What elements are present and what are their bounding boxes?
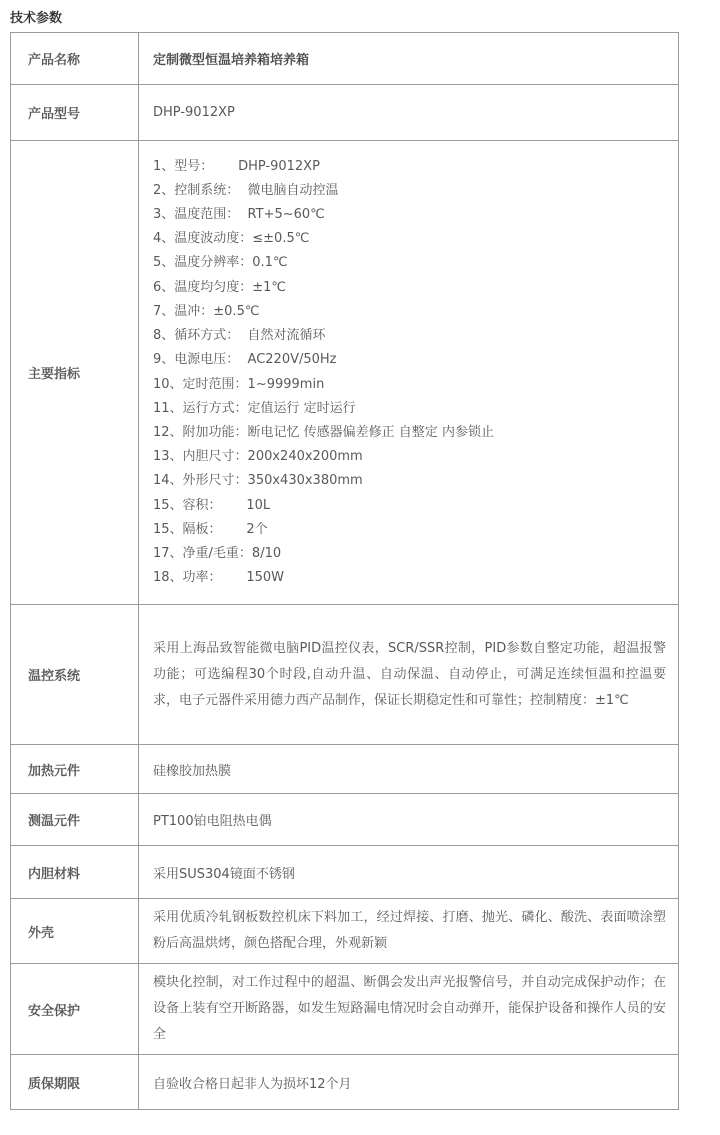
row-value: DHP-9012XP bbox=[139, 85, 679, 141]
row-value: 自验收合格日起非人为损坏12个月 bbox=[139, 1055, 679, 1110]
spec-line: 1、型号： DHP-9012XP bbox=[153, 158, 320, 174]
row-label: 温控系统 bbox=[11, 605, 139, 745]
spec-line: 18、功率： 150W bbox=[153, 570, 285, 586]
table-row-shell bbox=[11, 899, 679, 964]
spec-line-list bbox=[153, 153, 666, 593]
spec-line: 11、运行方式：定值运行 定时运行 bbox=[153, 400, 356, 416]
spec-line: 5、温度分辨率：0.1℃ bbox=[153, 255, 288, 271]
spec-table bbox=[10, 32, 679, 1110]
spec-line: 8、循环方式： 自然对流循环 bbox=[153, 328, 326, 344]
page-title: 技术参数 bbox=[10, 11, 63, 26]
table-row-liner-material bbox=[11, 846, 679, 899]
spec-line: 15、隔板： 2个 bbox=[153, 521, 268, 537]
spec-line: 15、容积： 10L bbox=[153, 497, 271, 513]
row-label: 加热元件 bbox=[11, 745, 139, 794]
row-label: 产品型号 bbox=[11, 85, 139, 141]
spec-line: 12、附加功能：断电记忆 传感器偏差修正 自整定 内参锁止 bbox=[153, 424, 494, 440]
row-value: 硅橡胶加热膜 bbox=[139, 745, 679, 794]
spec-line: 2、控制系统： 微电脑自动控温 bbox=[153, 182, 339, 198]
row-label: 内胆材料 bbox=[11, 846, 139, 899]
spec-line: 17、净重/毛重：8/10 bbox=[153, 545, 282, 561]
spec-line: 3、温度范围： RT+5~60℃ bbox=[153, 207, 325, 223]
row-value: 定制微型恒温培养箱培养箱 bbox=[139, 33, 679, 85]
row-value bbox=[139, 141, 679, 605]
row-value: 模块化控制，对工作过程中的超温、断偶会发出声光报警信号，并自动完成保护动作；在设备上装有空开断路器，如发生短路漏电情况时会自动弹开，能保护设备和操作人员的安全 bbox=[139, 964, 679, 1055]
table-row-temp-sensor bbox=[11, 794, 679, 846]
table-row-warranty bbox=[11, 1055, 679, 1110]
spec-line: 9、电源电压： AC220V/50Hz bbox=[153, 352, 337, 368]
spec-line: 4、温度波动度：≤±0.5℃ bbox=[153, 231, 310, 247]
row-value: 采用SUS304镜面不锈钢 bbox=[139, 846, 679, 899]
spec-line: 7、温冲：±0.5℃ bbox=[153, 303, 260, 319]
table-row-heating-element bbox=[11, 745, 679, 794]
table-row-product-model bbox=[11, 85, 679, 141]
row-label: 质保期限 bbox=[11, 1055, 139, 1110]
row-label: 外壳 bbox=[11, 899, 139, 964]
spec-line: 10、定时范围：1~9999min bbox=[153, 376, 325, 392]
table-row-safety-protection bbox=[11, 964, 679, 1055]
table-row-product-name bbox=[11, 33, 679, 85]
spec-line: 13、内胆尺寸：200x240x200mm bbox=[153, 449, 363, 465]
table-row-main-specs bbox=[11, 141, 679, 605]
row-label: 测温元件 bbox=[11, 794, 139, 846]
row-value: PT100铂电阻热电偶 bbox=[139, 794, 679, 846]
table-row-temp-control-system bbox=[11, 605, 679, 745]
row-value: 采用优质冷轧钢板数控机床下料加工，经过焊接、打磨、抛光、磷化、酸洗、表面喷涂塑粉后高温烘烤，颜色搭配合理，外观新颖 bbox=[139, 899, 679, 964]
spec-line: 6、温度均匀度：±1℃ bbox=[153, 279, 287, 295]
row-label: 产品名称 bbox=[11, 33, 139, 85]
row-value: 采用上海品致智能微电脑PID温控仪表，SCR/SSR控制，PID参数自整定功能，超温报警功能；可选编程30个时段,自动升温、自动保温、自动停止，可满足连续恒温和控温要求，电子元器件采用德力西产品制作，保证长期稳定性和可靠性；控制精度：±1℃ bbox=[139, 605, 679, 745]
row-label: 安全保护 bbox=[11, 964, 139, 1055]
spec-line: 14、外形尺寸：350x430x380mm bbox=[153, 473, 363, 489]
row-label: 主要指标 bbox=[11, 141, 139, 605]
